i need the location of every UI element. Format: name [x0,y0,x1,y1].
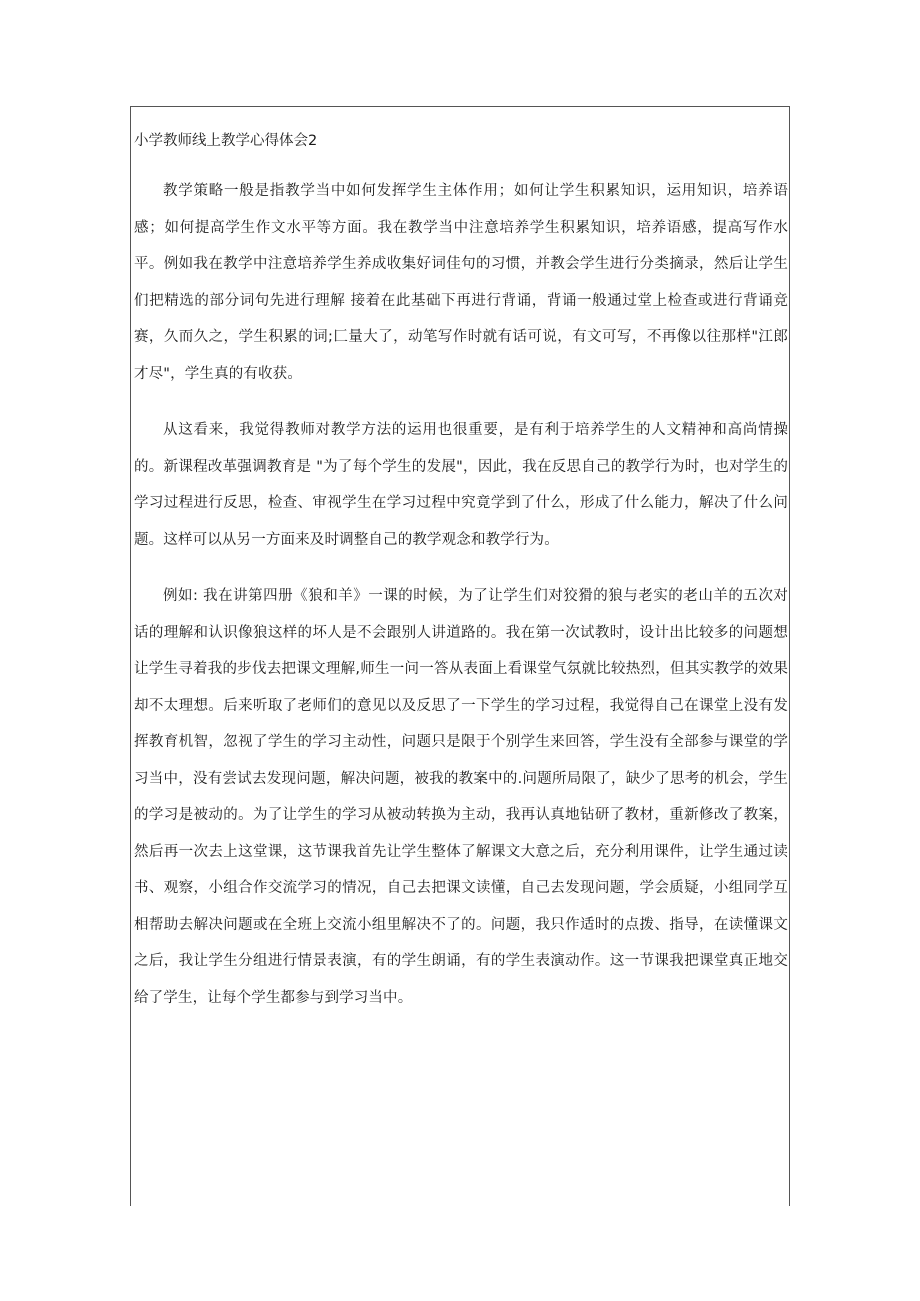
document-frame [130,106,790,1206]
paragraph-3: 例如: 我在讲第四册《狼和羊》一课的时候，为了让学生们对狡猾的狼与老实的老山羊的五次对话的理解和认识像狼这样的坏人是不会跟别人讲道路的。我在第一次试教时，设计出比较多的问题想让学生寻着我的步伐去把课文理解,师生一问一答从表面上看课堂气氛就比较热烈，但其实教学的效果却不太理想。后来听取了老师们的意见以及反思了一下学生的学习过程，我觉得自己在课堂上没有发挥教育机智，忽视了学生的学习主动性，问题只是限于个别学生来回答，学生没有全部参与课堂的学习当中，没有尝试去发现问题，解决问题，被我的教案中的.问题所局限了，缺少了思考的机会，学生的学习是被动的。为了让学生的学习从被动转换为主动，我再认真地钻研了教材，重新修改了教案，然后再一次去上这堂课，这节课我首先让学生整体了解课文大意之后，充分利用课件，让学生通过读书、观察，小组合作交流学习的情况，自己去把课文读懂，自己去发现问题，学会质疑，小组同学互相帮助去解决问题或在全班上交流小组里解决不了的。问题，我只作适时的点拨、指导，在读懂课文之后，我让学生分组进行情景表演，有的学生朗诵，有的学生表演动作。这一节课我把课堂真正地交给了学生，让每个学生都参与到学习当中。 [134,588,788,1006]
document-content [134,125,788,1036]
paragraph-1: 教学策略一般是指教学当中如何发挥学生主体作用；如何让学生积累知识，运用知识，培养语感；如何提高学生作文水平等方面。我在教学当中注意培养学生积累知识，培养语感，提高写作水平。例如我在教学中注意培养学生养成收集好词佳句的习惯，并教会学生进行分类摘录，然后让学生们把精选的部分词句先进行理解 接着在此基础下再进行背诵，背诵一般通过堂上检查或进行背诵竞赛，久而久之，学生积累的词;匚量大了，动笔写作时就有话可说，有文可写，不再像以往那样"江郎才尽"，学生真的有收获。 [134,183,788,382]
document-title: 小学教师线上教学心得体会2 [134,133,318,149]
paragraph-2: 从这看来，我觉得教师对教学方法的运用也很重要，是有利于培养学生的人文精神和高尚情操的。新课程改革强调教育是 "为了每个学生的发展"，因此，我在反思自己的教学行为时，也对学生的学习过程进行反思，检查、审视学生在学习过程中究竟学到了什么，形成了什么能力，解决了什么问题。这样可以从另一方面来及时调整自己的教学观念和教学行为。 [134,422,788,548]
